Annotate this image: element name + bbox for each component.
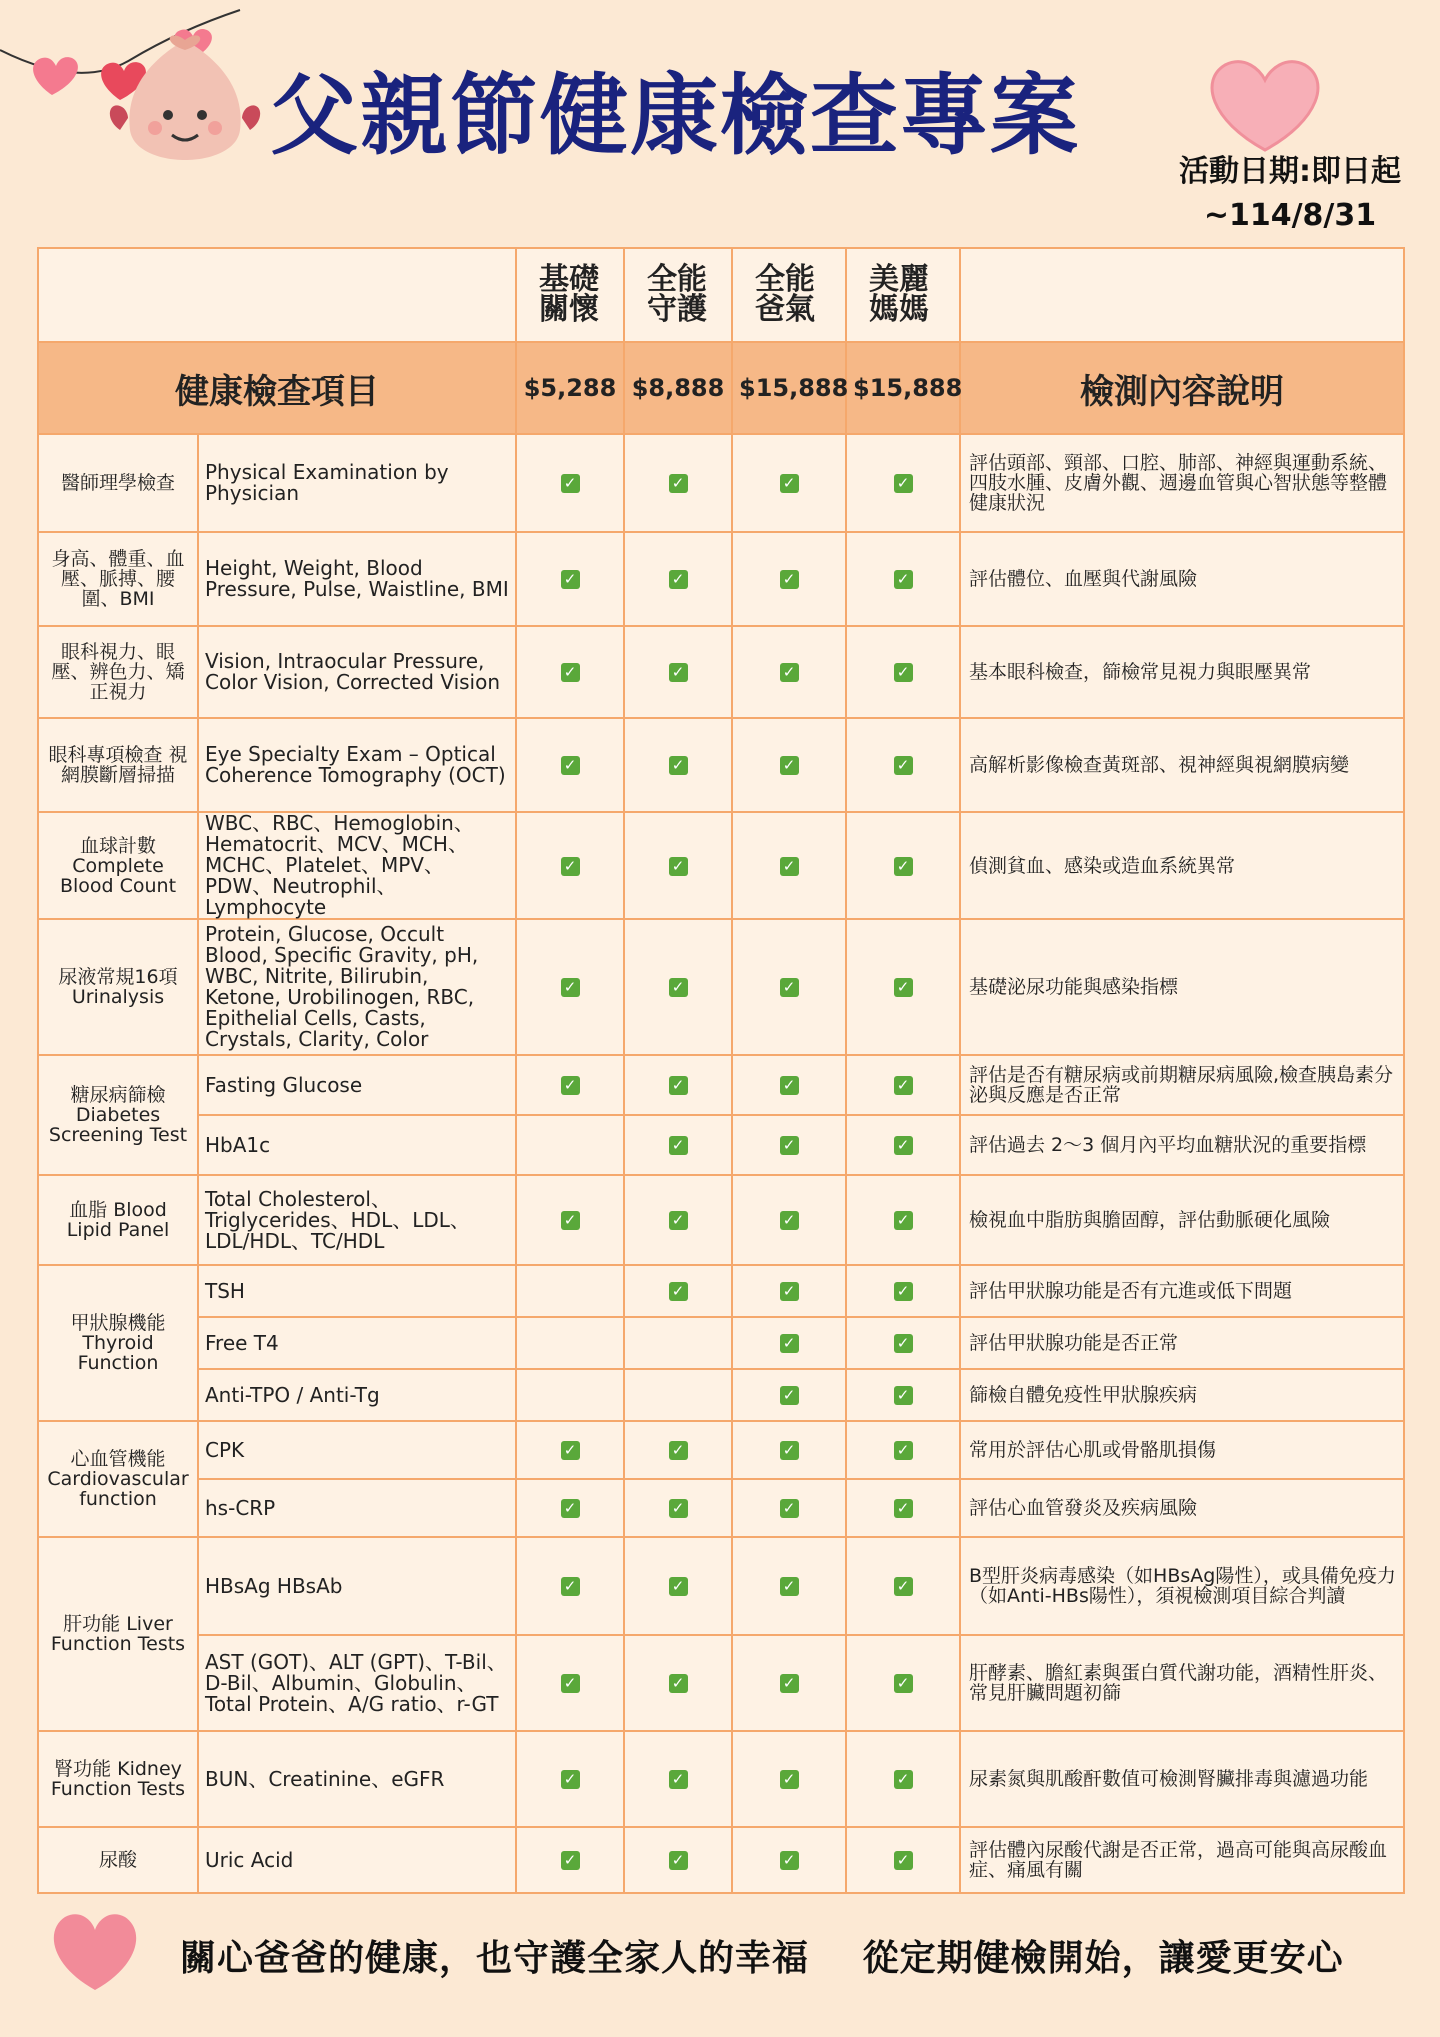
item-category: 糖尿病篩檢 Diabetes Screening Test	[38, 1055, 198, 1175]
table-row	[38, 626, 1404, 718]
check-icon: ✓	[894, 978, 913, 997]
check-icon: ✓	[669, 474, 688, 493]
plan-inclusion-cell	[624, 626, 732, 718]
plan-name: 全能守護	[624, 248, 732, 342]
plan-inclusion-cell	[732, 812, 846, 919]
campaign-dates	[1150, 150, 1430, 238]
item-detail: Total Cholesterol、Triglycerides、HDL、LDL、LDL/HDL、TC/HDL	[198, 1175, 516, 1265]
plan-price: $15,888	[846, 342, 960, 434]
plan-inclusion-cell	[846, 434, 960, 532]
item-description: 評估甲狀腺功能是否有亢進或低下問題	[960, 1265, 1404, 1317]
item-description: 尿素氮與肌酸酐數值可檢測腎臟排毒與濾過功能	[960, 1731, 1404, 1827]
check-icon: ✓	[780, 1577, 799, 1596]
check-icon: ✓	[561, 1499, 580, 1518]
check-icon: ✓	[669, 978, 688, 997]
check-icon: ✓	[669, 1441, 688, 1460]
item-detail: Fasting Glucose	[198, 1055, 516, 1115]
table-row	[38, 1175, 1404, 1265]
item-category: 尿酸	[38, 1827, 198, 1893]
plan-inclusion-cell	[516, 812, 624, 919]
check-icon: ✓	[669, 1282, 688, 1301]
item-detail: Free T4	[198, 1317, 516, 1369]
plan-inclusion-cell	[516, 1265, 624, 1317]
check-icon: ✓	[669, 663, 688, 682]
plan-inclusion-cell	[732, 1731, 846, 1827]
check-icon: ✓	[780, 978, 799, 997]
item-description: 高解析影像檢查黃斑部、視神經與視網膜病變	[960, 718, 1404, 812]
date-label: 活動日期:即日起	[1179, 154, 1401, 189]
table-row	[38, 1115, 1404, 1175]
check-icon: ✓	[894, 1334, 913, 1353]
plan-inclusion-cell	[846, 919, 960, 1055]
plan-inclusion-cell	[846, 1317, 960, 1369]
table-row	[38, 718, 1404, 812]
item-category: 身高、體重、血壓、脈搏、腰圍、BMI	[38, 532, 198, 626]
item-description: 偵測貧血、感染或造血系統異常	[960, 812, 1404, 919]
check-icon: ✓	[780, 1282, 799, 1301]
check-icon: ✓	[561, 978, 580, 997]
check-icon: ✓	[561, 474, 580, 493]
check-icon: ✓	[561, 1674, 580, 1693]
check-icon: ✓	[669, 1770, 688, 1789]
item-detail: Vision, Intraocular Pressure, Color Vision, Corrected Vision	[198, 626, 516, 718]
check-icon: ✓	[894, 1577, 913, 1596]
check-icon: ✓	[561, 1211, 580, 1230]
plan-inclusion-cell	[846, 1827, 960, 1893]
plan-name: 全能爸氣	[732, 248, 846, 342]
check-icon: ✓	[894, 1851, 913, 1870]
check-icon: ✓	[780, 663, 799, 682]
header-blank-cell	[38, 248, 516, 342]
check-icon: ✓	[894, 570, 913, 589]
table-row	[38, 1537, 1404, 1635]
item-description: 常用於評估心肌或骨骼肌損傷	[960, 1421, 1404, 1479]
plan-table	[37, 247, 1403, 1894]
plan-inclusion-cell	[624, 1827, 732, 1893]
item-column-header: 健康檢查項目	[38, 342, 516, 434]
check-icon: ✓	[894, 1282, 913, 1301]
item-description: 評估過去 2～3 個月內平均血糖狀況的重要指標	[960, 1115, 1404, 1175]
plan-inclusion-cell	[624, 1175, 732, 1265]
plan-inclusion-cell	[732, 919, 846, 1055]
item-description: 評估頭部、頸部、口腔、肺部、神經與運動系統、四肢水腫、皮膚外觀、週邊血管與心智狀態等整體健康狀況	[960, 434, 1404, 532]
check-icon: ✓	[780, 1211, 799, 1230]
header	[0, 0, 1440, 240]
check-icon: ✓	[669, 570, 688, 589]
plan-inclusion-cell	[846, 1421, 960, 1479]
plan-inclusion-cell	[846, 626, 960, 718]
item-description: 評估體內尿酸代謝是否正常，過高可能與高尿酸血症、痛風有關	[960, 1827, 1404, 1893]
plan-inclusion-cell	[846, 812, 960, 919]
check-icon: ✓	[561, 1577, 580, 1596]
plan-inclusion-cell	[624, 1537, 732, 1635]
check-icon: ✓	[561, 756, 580, 775]
item-detail: Protein, Glucose, Occult Blood, Specific Gravity, pH, WBC, Nitrite, Bilirubin, Ketone, Urobilinogen, RBC, Epithelial Cells, Casts, Crystals, Clarity, Color	[198, 919, 516, 1055]
table-row	[38, 1731, 1404, 1827]
plan-price: $15,888	[732, 342, 846, 434]
check-icon: ✓	[669, 1674, 688, 1693]
item-category: 肝功能 Liver Function Tests	[38, 1537, 198, 1731]
check-icon: ✓	[780, 1136, 799, 1155]
plan-inclusion-cell	[732, 532, 846, 626]
check-icon: ✓	[669, 1211, 688, 1230]
item-description: 評估體位、血壓與代謝風險	[960, 532, 1404, 626]
page-title: 父親節健康檢查專案	[270, 64, 1081, 167]
plan-inclusion-cell	[516, 1115, 624, 1175]
check-icon: ✓	[894, 1441, 913, 1460]
item-detail: Eye Specialty Exam – Optical Coherence Tomography (OCT)	[198, 718, 516, 812]
plan-inclusion-cell	[516, 1731, 624, 1827]
plan-inclusion-cell	[846, 1369, 960, 1421]
plan-inclusion-cell	[846, 1055, 960, 1115]
item-description: 評估是否有糖尿病或前期糖尿病風險,檢查胰島素分泌與反應是否正常	[960, 1055, 1404, 1115]
item-category: 腎功能 Kidney Function Tests	[38, 1731, 198, 1827]
item-detail: AST (GOT)、ALT (GPT)、T-Bil、D-Bil、Albumin、Globulin、Total Protein、A/G ratio、r-GT	[198, 1635, 516, 1731]
plan-inclusion-cell	[516, 718, 624, 812]
check-icon: ✓	[894, 857, 913, 876]
item-detail: Anti-TPO / Anti-Tg	[198, 1369, 516, 1421]
table-row	[38, 1635, 1404, 1731]
plan-inclusion-cell	[732, 1369, 846, 1421]
check-icon: ✓	[669, 1851, 688, 1870]
plan-inclusion-cell	[732, 1421, 846, 1479]
plan-inclusion-cell	[624, 1479, 732, 1537]
item-category: 眼科專項檢查 視網膜斷層掃描	[38, 718, 198, 812]
check-icon: ✓	[780, 857, 799, 876]
item-description: 基礎泌尿功能與感染指標	[960, 919, 1404, 1055]
plan-inclusion-cell	[846, 1265, 960, 1317]
item-detail: Height, Weight, Blood Pressure, Pulse, Waistline, BMI	[198, 532, 516, 626]
item-description: 檢視血中脂肪與膽固醇，評估動脈硬化風險	[960, 1175, 1404, 1265]
plan-inclusion-cell	[732, 1175, 846, 1265]
item-category: 眼科視力、眼壓、辨色力、矯正視力	[38, 626, 198, 718]
item-detail: HbA1c	[198, 1115, 516, 1175]
footer-right: 從定期健檢開始，讓愛更安心	[862, 1938, 1344, 1979]
plan-inclusion-cell	[624, 1055, 732, 1115]
plan-price: $8,888	[624, 342, 732, 434]
item-category: 尿液常規16項 Urinalysis	[38, 919, 198, 1055]
item-description: 評估甲狀腺功能是否正常	[960, 1317, 1404, 1369]
plan-inclusion-cell	[732, 1827, 846, 1893]
check-icon: ✓	[561, 857, 580, 876]
desc-column-header: 檢測內容說明	[960, 342, 1404, 434]
plan-inclusion-cell	[846, 1115, 960, 1175]
item-description: 肝酵素、膽紅素與蛋白質代謝功能，酒精性肝炎、常見肝臟問題初篩	[960, 1635, 1404, 1731]
plan-inclusion-cell	[732, 1115, 846, 1175]
check-icon: ✓	[669, 756, 688, 775]
plan-inclusion-cell	[732, 1265, 846, 1317]
table-row	[38, 812, 1404, 919]
check-icon: ✓	[780, 1334, 799, 1353]
check-icon: ✓	[780, 474, 799, 493]
plan-inclusion-cell	[624, 812, 732, 919]
plan-inclusion-cell	[732, 1055, 846, 1115]
plan-inclusion-cell	[846, 532, 960, 626]
check-icon: ✓	[780, 1851, 799, 1870]
table-row	[38, 1317, 1404, 1369]
plan-inclusion-cell	[516, 626, 624, 718]
date-end: ~114/8/31	[1203, 198, 1377, 233]
check-icon: ✓	[894, 663, 913, 682]
item-description: 基本眼科檢查，篩檢常見視力與眼壓異常	[960, 626, 1404, 718]
plan-inclusion-cell	[516, 1537, 624, 1635]
check-icon: ✓	[894, 1770, 913, 1789]
check-icon: ✓	[561, 663, 580, 682]
plan-header-row	[38, 248, 1404, 342]
item-detail: Uric Acid	[198, 1827, 516, 1893]
check-icon: ✓	[561, 1851, 580, 1870]
check-icon: ✓	[561, 1441, 580, 1460]
item-detail: hs-CRP	[198, 1479, 516, 1537]
check-icon: ✓	[669, 1136, 688, 1155]
item-description: B型肝炎病毒感染（如HBsAg陽性），或具備免疫力（如Anti-HBs陽性），須視檢測項目綜合判讀	[960, 1537, 1404, 1635]
footer-left: 關心爸爸的健康，也守護全家人的幸福	[180, 1938, 810, 1979]
plan-inclusion-cell	[846, 718, 960, 812]
table-row	[38, 1479, 1404, 1537]
table-row	[38, 1421, 1404, 1479]
item-description: 篩檢自體免疫性甲狀腺疾病	[960, 1369, 1404, 1421]
plan-inclusion-cell	[732, 434, 846, 532]
check-icon: ✓	[894, 1674, 913, 1693]
check-icon: ✓	[894, 1076, 913, 1095]
item-detail: TSH	[198, 1265, 516, 1317]
check-icon: ✓	[780, 1076, 799, 1095]
plan-inclusion-cell	[846, 1537, 960, 1635]
plan-name: 美麗媽媽	[846, 248, 960, 342]
plan-inclusion-cell	[732, 1537, 846, 1635]
plan-inclusion-cell	[516, 1479, 624, 1537]
item-category: 血球計數 Complete Blood Count	[38, 812, 198, 919]
plan-inclusion-cell	[624, 919, 732, 1055]
plan-inclusion-cell	[516, 1317, 624, 1369]
plan-inclusion-cell	[516, 1421, 624, 1479]
heart-icon	[40, 1905, 150, 1995]
item-detail: WBC、RBC、Hemoglobin、Hematocrit、MCV、MCH、MCHC、Platelet、MPV、PDW、Neutrophil、Lymphocyte	[198, 812, 516, 919]
check-icon: ✓	[780, 1441, 799, 1460]
plan-inclusion-cell	[624, 532, 732, 626]
plan-inclusion-cell	[846, 1479, 960, 1537]
plan-inclusion-cell	[624, 1731, 732, 1827]
header-blank-cell	[960, 248, 1404, 342]
table-row	[38, 919, 1404, 1055]
item-category: 醫師理學檢查	[38, 434, 198, 532]
price-row	[38, 342, 1404, 434]
plan-inclusion-cell	[732, 626, 846, 718]
footer-slogan	[180, 1930, 1420, 1981]
check-icon: ✓	[894, 474, 913, 493]
plan-inclusion-cell	[624, 1115, 732, 1175]
check-icon: ✓	[780, 1770, 799, 1789]
plan-inclusion-cell	[624, 1635, 732, 1731]
check-icon: ✓	[894, 756, 913, 775]
item-detail: HBsAg HBsAb	[198, 1537, 516, 1635]
plan-inclusion-cell	[624, 718, 732, 812]
plan-inclusion-cell	[846, 1175, 960, 1265]
plan-name: 基礎關懷	[516, 248, 624, 342]
check-icon: ✓	[780, 1386, 799, 1405]
plan-inclusion-cell	[516, 1055, 624, 1115]
item-detail: CPK	[198, 1421, 516, 1479]
check-icon: ✓	[780, 1674, 799, 1693]
plan-price: $5,288	[516, 342, 624, 434]
plan-inclusion-cell	[624, 1369, 732, 1421]
check-icon: ✓	[780, 1499, 799, 1518]
plan-inclusion-cell	[732, 1635, 846, 1731]
item-category: 心血管機能 Cardiovascular function	[38, 1421, 198, 1537]
plan-inclusion-cell	[516, 919, 624, 1055]
check-icon: ✓	[894, 1386, 913, 1405]
plan-inclusion-cell	[516, 1369, 624, 1421]
check-icon: ✓	[894, 1136, 913, 1155]
check-icon: ✓	[780, 756, 799, 775]
check-icon: ✓	[669, 1076, 688, 1095]
check-icon: ✓	[669, 1577, 688, 1596]
item-detail: BUN、Creatinine、eGFR	[198, 1731, 516, 1827]
item-category: 血脂 Blood Lipid Panel	[38, 1175, 198, 1265]
plan-inclusion-cell	[516, 1175, 624, 1265]
plan-inclusion-cell	[516, 532, 624, 626]
plan-inclusion-cell	[846, 1635, 960, 1731]
table-row	[38, 532, 1404, 626]
plan-inclusion-cell	[516, 434, 624, 532]
table-row	[38, 1827, 1404, 1893]
check-icon: ✓	[669, 1499, 688, 1518]
plan-inclusion-cell	[624, 434, 732, 532]
check-icon: ✓	[561, 1770, 580, 1789]
plan-inclusion-cell	[846, 1731, 960, 1827]
plan-inclusion-cell	[732, 1479, 846, 1537]
item-description: 評估心血管發炎及疾病風險	[960, 1479, 1404, 1537]
table-row	[38, 434, 1404, 532]
table-row	[38, 1265, 1404, 1317]
item-detail: Physical Examination by Physician	[198, 434, 516, 532]
check-icon: ✓	[894, 1211, 913, 1230]
table-row	[38, 1055, 1404, 1115]
table-row	[38, 1369, 1404, 1421]
plan-inclusion-cell	[624, 1317, 732, 1369]
plan-inclusion-cell	[624, 1421, 732, 1479]
plan-inclusion-cell	[732, 1317, 846, 1369]
check-icon: ✓	[894, 1499, 913, 1518]
check-icon: ✓	[669, 857, 688, 876]
plan-inclusion-cell	[516, 1827, 624, 1893]
plan-inclusion-cell	[624, 1265, 732, 1317]
plan-inclusion-cell	[732, 718, 846, 812]
check-icon: ✓	[561, 570, 580, 589]
check-icon: ✓	[561, 1076, 580, 1095]
check-icon: ✓	[780, 570, 799, 589]
item-category: 甲狀腺機能 Thyroid Function	[38, 1265, 198, 1421]
plan-inclusion-cell	[516, 1635, 624, 1731]
